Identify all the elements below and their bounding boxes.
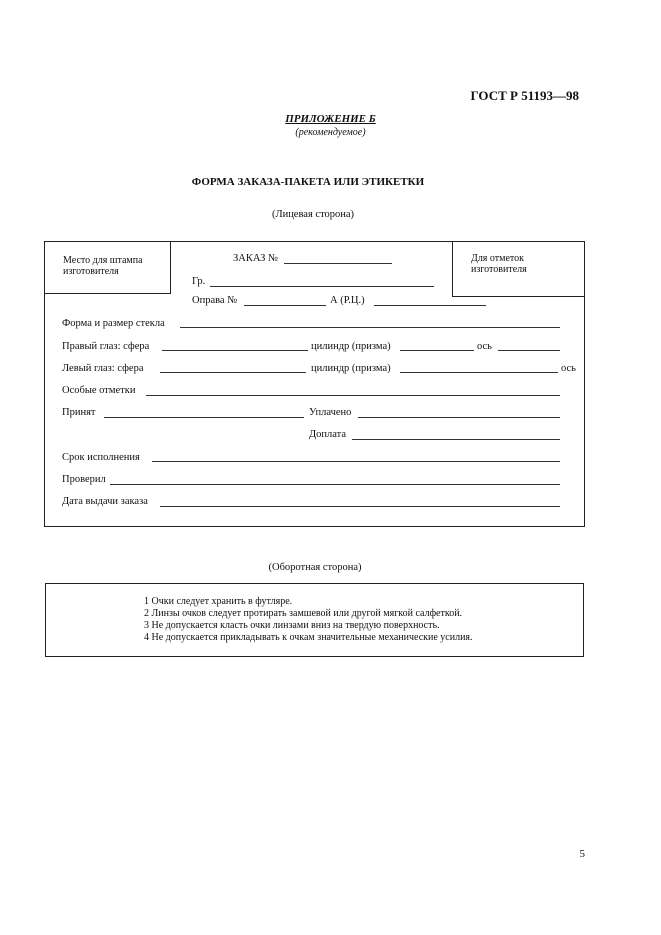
- order-number-field[interactable]: [284, 263, 392, 264]
- accepted-label: Принят: [62, 407, 96, 418]
- standard-code: ГОСТ Р 51193—98: [470, 88, 579, 103]
- list-item: 3 Не допускается класть очки линзами вниз на твердую поверхность.: [144, 620, 440, 631]
- right-eye-cylinder-label: цилиндр (призма): [311, 341, 391, 352]
- marks-box-line-2: изготовителя: [471, 264, 527, 275]
- due-date-label: Срок исполнения: [62, 452, 140, 463]
- stamp-box-text: [63, 255, 143, 277]
- checked-by-label: Проверил: [62, 474, 106, 485]
- appendix-title: ПРИЛОЖЕНИЕ Б: [285, 113, 376, 125]
- accepted-field[interactable]: [104, 417, 304, 418]
- stamp-box: [45, 242, 171, 294]
- due-date-field[interactable]: [152, 461, 560, 462]
- left-eye-cylinder-field[interactable]: [400, 372, 558, 373]
- marks-box-line-1: Для отметок: [471, 253, 525, 264]
- page-number: 5: [579, 848, 585, 860]
- stamp-box-line-1: Место для штампа: [63, 255, 143, 266]
- right-eye-axis-field[interactable]: [498, 350, 560, 351]
- surcharge-field[interactable]: [352, 439, 560, 440]
- a-rc-field[interactable]: [374, 305, 486, 306]
- issue-date-label: Дата выдачи заказа: [62, 496, 148, 507]
- frame-number-field[interactable]: [244, 305, 326, 306]
- a-rc-label: А (Р.Ц.): [330, 295, 365, 306]
- issue-date-field[interactable]: [160, 506, 560, 507]
- checked-by-field[interactable]: [110, 484, 560, 485]
- manufacturer-marks-box: [452, 242, 584, 297]
- frame-number-label: Оправа №: [192, 295, 238, 306]
- group-field[interactable]: [210, 286, 434, 287]
- left-eye-axis-label: ось: [561, 363, 576, 374]
- left-eye-sphere-label: Левый глаз: сфера: [62, 363, 144, 374]
- stamp-box-line-2: изготовителя: [63, 266, 119, 277]
- list-item: 4 Не допускается прикладывать к очкам значительные механические усилия.: [144, 632, 473, 643]
- right-eye-cylinder-field[interactable]: [400, 350, 474, 351]
- care-instructions-list: [144, 596, 473, 644]
- list-item: 1 Очки следует хранить в футляре.: [144, 596, 293, 607]
- special-marks-field[interactable]: [146, 395, 560, 396]
- group-label: Гр.: [192, 276, 206, 287]
- left-eye-cylinder-label: цилиндр (призма): [311, 363, 391, 374]
- special-marks-label: Особые отметки: [62, 385, 136, 396]
- appendix-note: (рекомендуемое): [295, 127, 366, 138]
- form-title: ФОРМА ЗАКАЗА-ПАКЕТА ИЛИ ЭТИКЕТКИ: [191, 176, 425, 188]
- back-side-label: (Оборотная сторона): [268, 562, 362, 573]
- order-number-label: ЗАКАЗ №: [233, 253, 279, 264]
- list-item: 2 Линзы очков следует протирать замшевой или другой мягкой салфеткой.: [144, 608, 463, 619]
- right-eye-axis-label: ось: [477, 341, 492, 352]
- right-eye-sphere-field[interactable]: [162, 350, 308, 351]
- paid-field[interactable]: [358, 417, 560, 418]
- marks-box-text: [471, 253, 527, 275]
- right-eye-sphere-label: Правый глаз: сфера: [62, 341, 150, 352]
- left-eye-sphere-field[interactable]: [160, 372, 306, 373]
- front-side-label: (Лицевая сторона): [271, 209, 355, 220]
- paid-label: Уплачено: [309, 407, 352, 418]
- surcharge-label: Доплата: [309, 429, 347, 440]
- glass-shape-field[interactable]: [180, 327, 560, 328]
- glass-shape-label: Форма и размер стекла: [62, 318, 165, 329]
